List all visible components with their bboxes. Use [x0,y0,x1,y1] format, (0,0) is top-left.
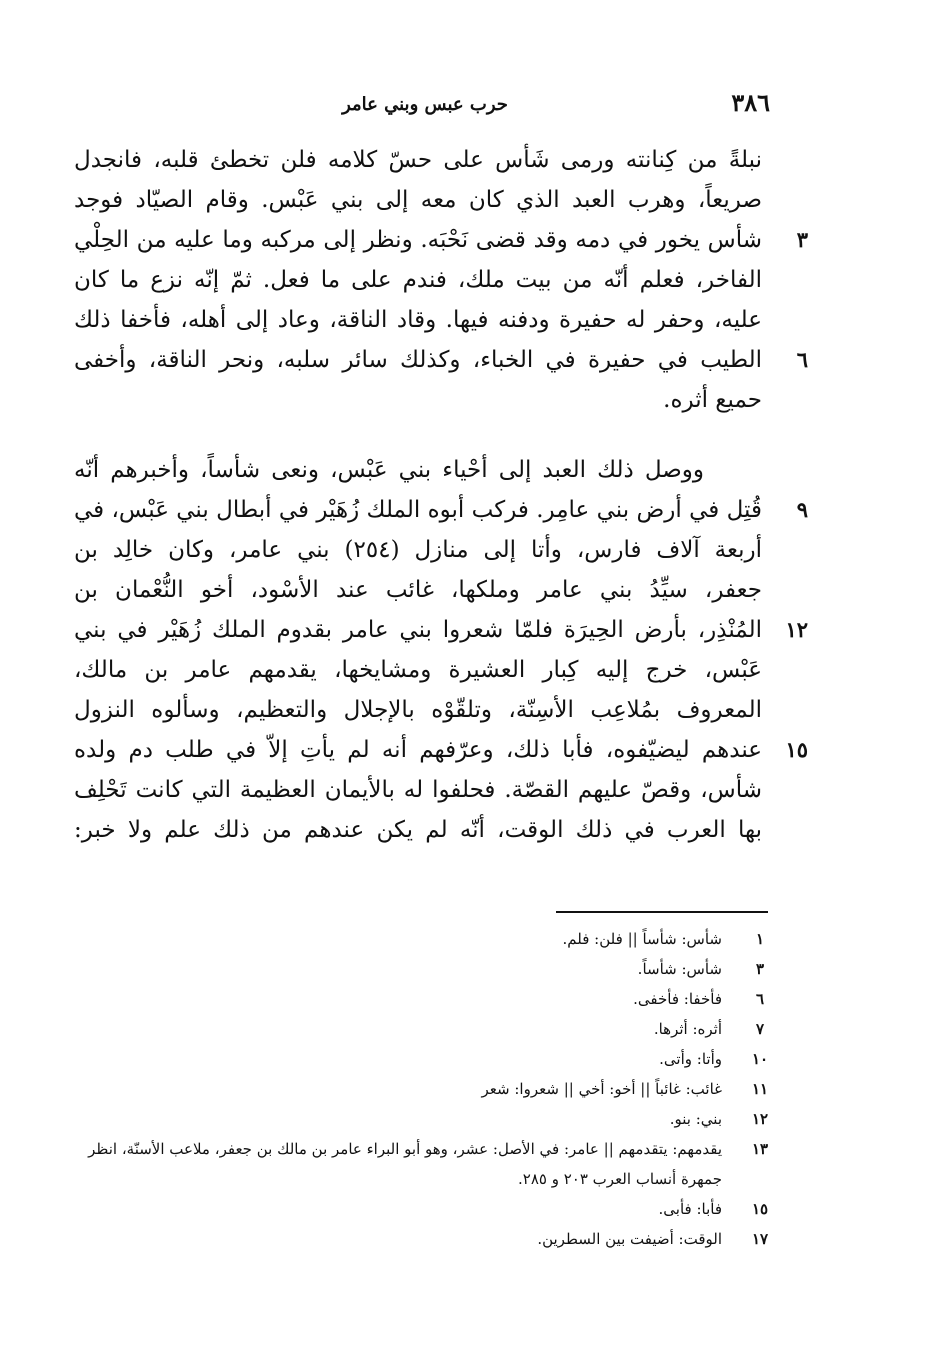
footnote-text: أثره: أثرها. [653,1020,722,1038]
text-line [70,770,808,810]
footnote [70,1194,780,1224]
line-number: ٩ [796,497,808,522]
text-line [70,450,808,490]
footnote-text: شأس: شأساً || فلن: فلم. [562,930,722,948]
line-text: صريعاً، وهرب العبد الذي كان معه إلى بني عَبْس. وقام الصيّاد فوجد [74,187,762,213]
footnote-number: ١٢ [751,1110,769,1128]
page-number: ٣٨٦ [731,88,770,117]
line-number: ١٢ [785,617,808,642]
line-number: ٣ [796,227,808,252]
footnote [70,1014,780,1044]
footnote-number: ١٥ [751,1200,769,1218]
footnote [70,1104,780,1134]
text-line [70,300,808,340]
footnote [70,924,780,954]
footnote-number: ١١ [751,1080,769,1098]
line-text: المعروف بمُلاعِب الأسِنّة، وتلقّوْه بالإجلال والتعظيم، وسألوه النزول [74,697,762,723]
line-text: عليه، وحفر له حفيرة ودفنه فيها. وقاد الناقة، وعاد إلى أهله، فأخفا ذلك [74,307,762,333]
footnote [70,954,780,984]
line-number: ٦ [796,347,808,372]
footnote-number: ١٧ [751,1230,769,1248]
footnote-text: وأتا: وأتى. [659,1050,722,1068]
footnote [70,1224,780,1254]
text-line [70,730,808,770]
footnote-number: ١٣ [751,1140,769,1158]
line-text: جعفر، سيِّدُ بني عامر وملكها، غائب عند الأسْود، أخو النُّعْمان بن [74,577,762,603]
footnote [70,984,780,1014]
text-line [70,380,808,420]
line-text: شأس، وقصّ عليهم القصّة. فحلفوا له بالأيمان العظيمة التي كانت تَحْلِف [74,777,762,803]
text-line [70,530,808,570]
line-text: بها العرب في ذلك الوقت، أنّه لم يكن عندهم من ذلك علم ولا خبر: [74,817,762,843]
main-text [70,140,808,850]
footnote-text: غائب: غائباً || أخو: أخي || شعروا: شعر [481,1080,722,1098]
paragraph-gap [70,420,808,450]
text-line [70,610,808,650]
text-line [70,490,808,530]
line-text: عندهم ليضيّفوه، فأبا ذلك، وعرّفهم أنه لم يأتِ إلاّ في طلب دم ولده [74,737,762,763]
line-text: نبلةً من كِنانته ورمى شَأس على حسّ كلامه فلن تخطئ قلبه، فانجدل [74,147,762,173]
footnote-rule [556,911,768,913]
footnotes [70,924,780,1254]
text-line [70,340,808,380]
footnote [70,1074,780,1104]
line-text: أربعة آلاف فارس، وأتا إلى منازل (٢٥٤) بني عامر، وكان خالِد بن [74,537,762,563]
line-text: المُنْذِر، بأرض الحِيرَة فلمّا شعروا بني عامر بقدوم الملك زُهَيْر في بني [74,617,762,643]
footnote-text: الوقت: أضيفت بين السطرين. [537,1230,722,1248]
footnote-text: شأس: شأساً. [637,960,722,978]
footnote [70,1134,780,1194]
running-title: حرب عبس وبني عامر [342,94,508,115]
text-line [70,180,808,220]
text-line [70,810,808,850]
line-number: ١٥ [785,737,808,762]
text-line [70,220,808,260]
footnote-text: فأخفا: فأخفى. [633,990,722,1008]
line-text: قُتِل في أرض بني عامِر. فركب أبوه الملك زُهَيْر في أبطال بني عَبْس، في [74,497,762,523]
line-text: عَبْس، خرج إليه كِبار العشيرة ومشايخها، يقدمهم عامر بن مالك، [74,657,762,683]
text-line [70,570,808,610]
text-line [70,650,808,690]
footnote-number: ٣ [755,960,765,978]
footnote-number: ١ [755,930,765,948]
footnote-text: يقدمهم: يتقدمهم || عامر: في الأصل: عشر، وهو أبو البراء عامر بن مالك بن جعفر، ملاعب الأسنّة، انظر جمهرة أنساب العرب ٢٠٣ و ٢٨٥. [88,1140,722,1188]
footnote-number: ١٠ [751,1050,769,1068]
footnote [70,1044,780,1074]
footnote-text: فأبا: فأبى. [658,1200,722,1218]
line-text: حميع أثره. [663,387,762,413]
page-header [80,88,770,128]
footnote-number: ٧ [755,1020,765,1038]
text-line [70,260,808,300]
footnote-number: ٦ [755,990,765,1008]
line-text: ووصل ذلك العبد إلى أحْياء بني عَبْس، ونعى شأساً، وأخبرهم أنّه [74,457,704,483]
text-line [70,140,808,180]
line-text: الفاخر، فعلم أنّه من بيت ملك، فندم على ما فعل. ثمّ إنّه نزع ما كان [74,267,762,293]
footnote-text: بني: بنو. [669,1110,722,1128]
line-text: الطيب في حفيرة في الخباء، وكذلك سائر سلبه، ونحر الناقة، وأخفى [74,347,762,373]
line-text: شأس يخور في دمه وقد قضى نَحْبَه. ونظر إلى مركبه وما عليه من الحِلْي [74,227,762,253]
text-line [70,690,808,730]
